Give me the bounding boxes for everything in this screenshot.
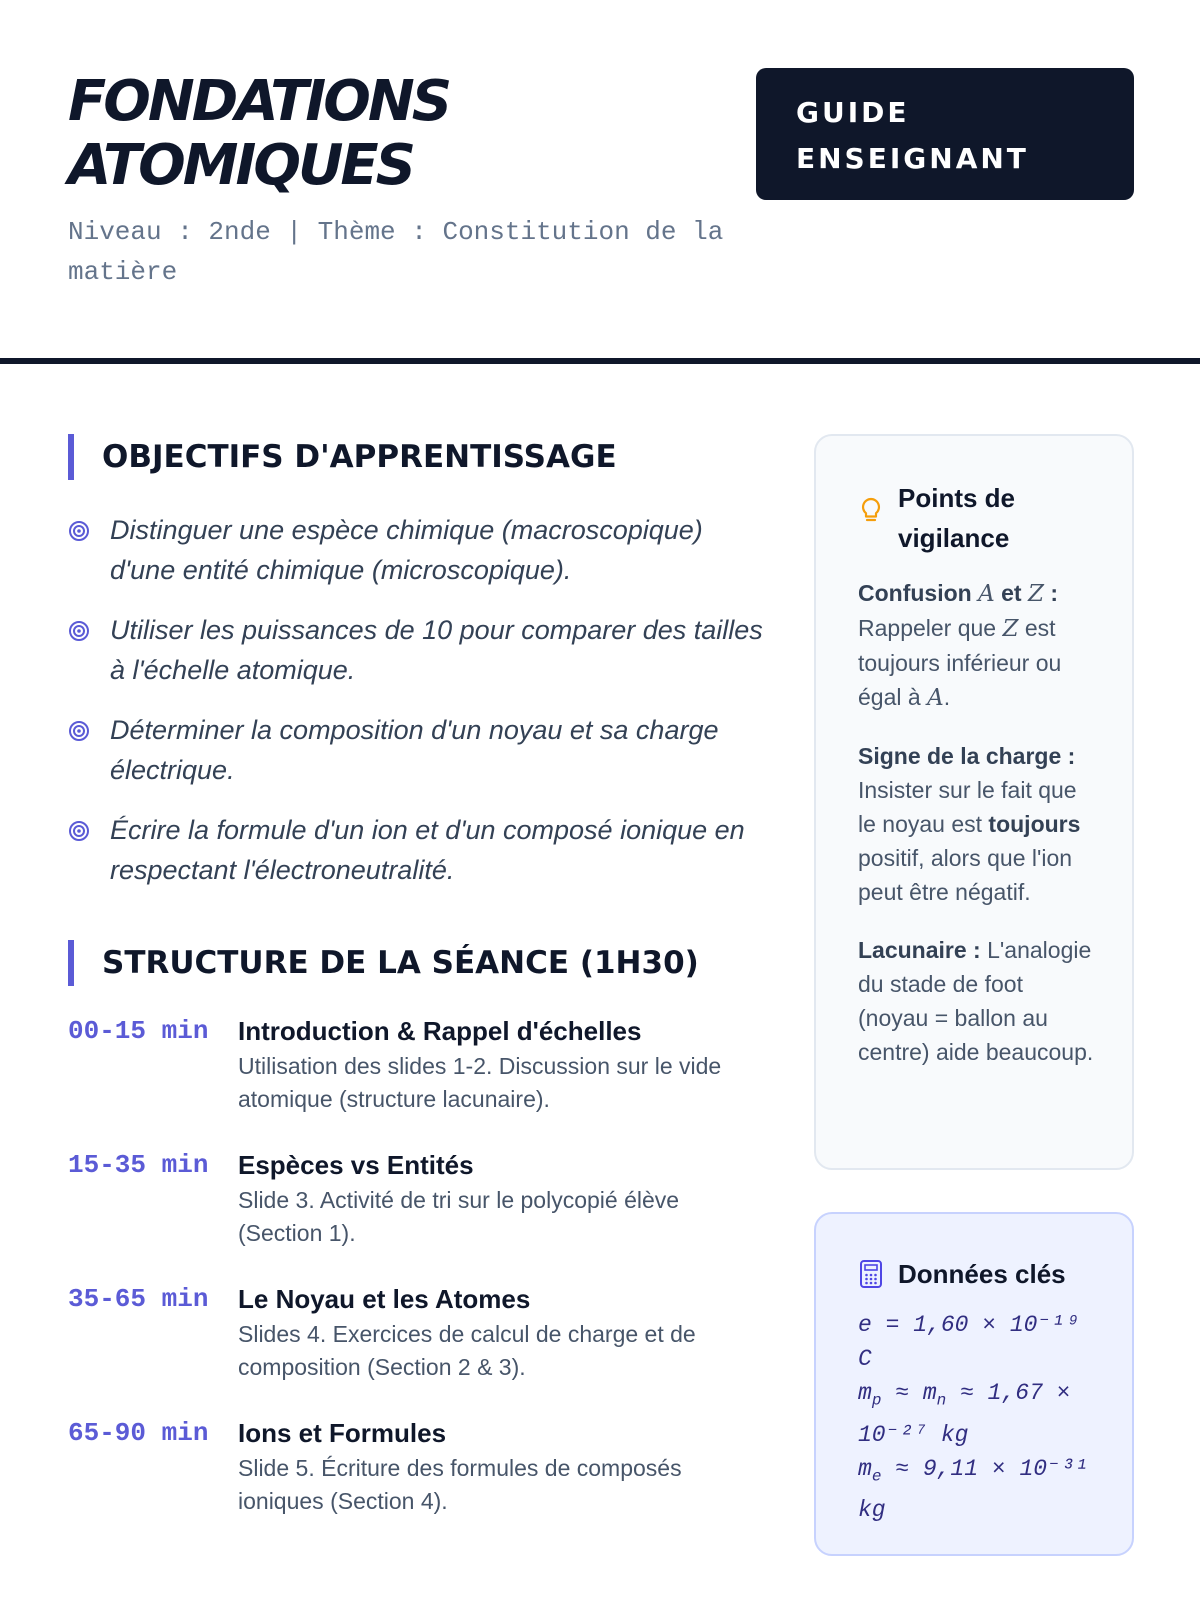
confusion-colon: : [1050,580,1058,606]
page-title [68,70,728,198]
slot-title: Introduction & Rappel d'échelles [238,1016,642,1046]
objective-item [68,610,768,690]
vigilance-header [858,478,1096,558]
confusion-end: . [943,684,951,710]
header-divider [0,358,1200,364]
mp-symbol: m [858,1380,872,1406]
slot-body [238,1414,768,1518]
vigilance-title: Points de vigilance [898,483,1016,553]
target-icon [68,520,90,542]
slot-time: 35-65 min [68,1284,209,1314]
schedule-slot [68,1414,768,1518]
electron-mass [858,1452,1102,1528]
schedule-slot [68,1280,768,1384]
title-line-2: ATOMIQUES [68,133,414,198]
me-subscript: e [871,1467,882,1486]
slot-body [238,1012,768,1116]
objectives-heading: OBJECTIFS D'APPRENTISSAGE [68,434,617,480]
lacunaire-text: L'analogie du stade de foot (noyau = ballon au centre) aide beaucoup. [858,937,1094,1065]
charge-label: Signe de la charge : [858,743,1076,769]
charge-text-2: positif, alors que l'ion peut être négatif. [858,845,1073,905]
symbol-a: A [927,685,944,711]
slot-body [238,1280,768,1384]
nucleon-mass-value: ≈ 1,67 × 10⁻²⁷ kg [858,1380,1071,1448]
schedule-slot [68,1012,768,1116]
schedule-slot [68,1146,768,1250]
electron-charge: e = 1,60 × 10⁻¹⁹ C [858,1312,1079,1372]
slot-time: 00-15 min [68,1016,209,1046]
vigilance-card [814,434,1134,1170]
page-subtitle: Niveau : 2nde | Thème : Constitution de la matière [68,217,724,287]
lightbulb-icon [858,496,884,526]
confusion-text-2: est toujours inférieur ou égal à [858,615,1062,710]
slot-title: Ions et Formules [238,1418,447,1448]
electron-mass-value: ≈ 9,11 × 10⁻³¹ kg [858,1455,1089,1524]
confusion-text-1: Rappeler que [858,615,997,641]
confusion-and: et [1001,580,1022,606]
target-icon [68,720,90,742]
slot-body [238,1146,768,1250]
me-symbol: m [858,1455,872,1482]
objectives-list [68,510,768,910]
charge-text-1: Insister sur le fait que le noyau est [858,777,1077,837]
slot-description: Slide 5. Écriture des formules de composés ioniques (Section 4). [238,1455,682,1514]
lacunaire-label: Lacunaire : [858,937,981,963]
objective-item [68,510,768,590]
slot-title: Le Noyau et les Atomes [238,1284,531,1314]
key-data-card [814,1212,1134,1556]
slot-title: Espèces vs Entités [238,1150,474,1180]
slot-description: Slide 3. Activité de tri sur le polycopié élève (Section 1). [238,1187,680,1246]
vigilance-confusion [858,576,1096,715]
calculator-icon [858,1259,884,1289]
symbol-z: Z [1002,616,1019,642]
slot-time: 15-35 min [68,1150,209,1180]
vigilance-lacunaire [858,933,1096,1069]
key-data-header [858,1254,1102,1294]
symbol-z: Z [1027,581,1044,607]
badge-line-1: GUIDE [796,96,910,129]
nucleon-mass [858,1376,1102,1452]
target-icon [68,620,90,642]
key-data-title: Données clés [898,1259,1066,1289]
mp-subscript: p [871,1391,882,1410]
guide-badge [756,68,1134,200]
confusion-label: Confusion [858,580,972,606]
mn-subscript: n [936,1391,947,1410]
symbol-a: A [978,581,995,607]
objective-text: Utiliser les puissances de 10 pour comparer des tailles à l'échelle atomique. [110,615,763,685]
vigilance-charge [858,739,1096,909]
header [0,0,1200,362]
title-line-1: FONDATIONS [68,69,450,134]
schedule-heading: STRUCTURE DE LA SÉANCE (1H30) [68,940,699,986]
mn-symbol: m [922,1380,937,1406]
objective-text: Distinguer une espèce chimique (macroscopique) d'une entité chimique (microscopique). [110,515,703,585]
objective-text: Écrire la formule d'un ion et d'un composé ionique en respectant l'électroneutralité. [110,815,745,885]
objective-item [68,710,768,790]
schedule-list [68,1012,768,1548]
target-icon [68,820,90,842]
approx-sign: ≈ [881,1380,923,1406]
objective-text: Déterminer la composition d'un noyau et sa charge électrique. [110,715,719,785]
slot-description: Utilisation des slides 1-2. Discussion sur le vide atomique (structure lacunaire). [238,1053,722,1112]
badge-line-2: ENSEIGNANT [796,142,1029,175]
slot-time: 65-90 min [68,1418,209,1448]
slot-description: Slides 4. Exercices de calcul de charge et de composition (Section 2 & 3). [238,1321,696,1380]
objective-item [68,810,768,890]
charge-strong: toujours [988,811,1081,837]
